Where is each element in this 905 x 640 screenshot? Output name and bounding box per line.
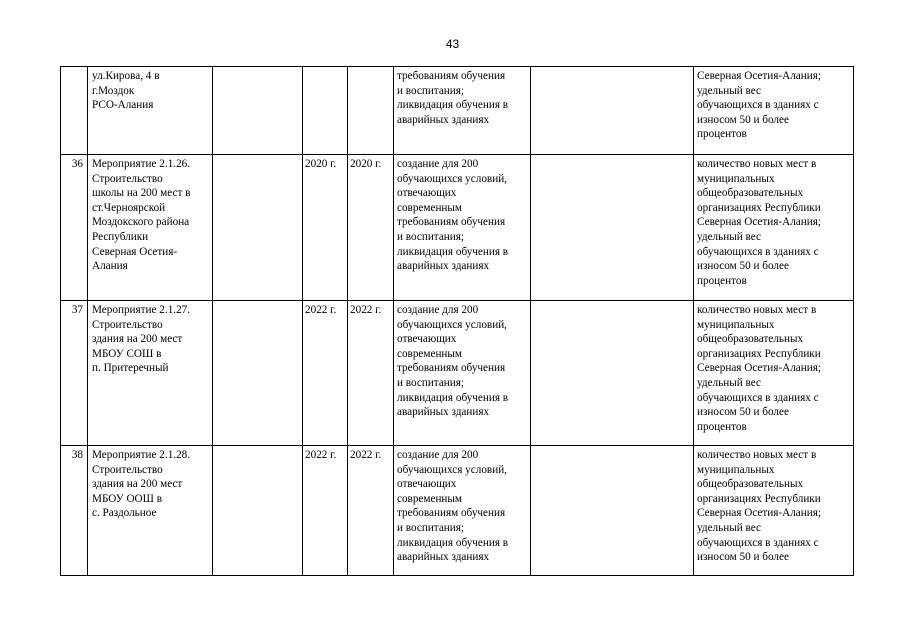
table-row (61, 301, 854, 446)
consequences-cell (531, 446, 694, 576)
consequences-cell (531, 67, 694, 155)
row-number: 38 (61, 446, 88, 576)
measure-name: Мероприятие 2.1.27. Строительство здания на 200 мест МБОУ СОШ в п. Притеречный (88, 301, 213, 446)
executor-cell (213, 155, 303, 301)
start-year (303, 67, 348, 155)
indicator-link: количество новых мест в муниципальных общеобразовательных организациях Республики Северная Осетия-Алания; удельный вес обучающихся в зданиях с износом 50 и более процентов (694, 301, 854, 446)
consequences-cell (531, 155, 694, 301)
row-number: 36 (61, 155, 88, 301)
expected-result: создание для 200 обучающихся условий, отвечающих современным требованиям обучения и воспитания; ликвидация обучения в аварийных зданиях (394, 155, 531, 301)
indicator-link: Северная Осетия-Алания; удельный вес обучающихся в зданиях с износом 50 и более процентов (694, 67, 854, 155)
end-year: 2022 г. (348, 301, 394, 446)
start-year: 2022 г. (303, 446, 348, 576)
end-year: 2022 г. (348, 446, 394, 576)
table-row (61, 446, 854, 576)
expected-result: требованиям обучения и воспитания; ликвидация обучения в аварийных зданиях (394, 67, 531, 155)
start-year: 2020 г. (303, 155, 348, 301)
end-year (348, 67, 394, 155)
row-number: 37 (61, 301, 88, 446)
executor-cell (213, 446, 303, 576)
end-year: 2020 г. (348, 155, 394, 301)
measure-name: ул.Кирова, 4 в г.Моздок РСО-Алания (88, 67, 213, 155)
expected-result: создание для 200 обучающихся условий, отвечающих современным требованиям обучения и воспитания; ликвидация обучения в аварийных зданиях (394, 301, 531, 446)
table-row (61, 67, 854, 155)
measure-name: Мероприятие 2.1.28. Строительство здания на 200 мест МБОУ ООШ в с. Раздольное (88, 446, 213, 576)
expected-result: создание для 200 обучающихся условий, отвечающих современным требованиям обучения и воспитания; ликвидация обучения в аварийных зданиях (394, 446, 531, 576)
page-number: 43 (445, 37, 460, 51)
start-year: 2022 г. (303, 301, 348, 446)
measure-name: Мероприятие 2.1.26. Строительство школы на 200 мест в ст.Черноярской Моздокского района Республики Северная Осетия- Алания (88, 155, 213, 301)
table-row (61, 155, 854, 301)
executor-cell (213, 301, 303, 446)
indicator-link: количество новых мест в муниципальных общеобразовательных организациях Республики Северная Осетия-Алания; удельный вес обучающихся в зданиях с износом 50 и более (694, 446, 854, 576)
executor-cell (213, 67, 303, 155)
indicator-link: количество новых мест в муниципальных общеобразовательных организациях Республики Северная Осетия-Алания; удельный вес обучающихся в зданиях с износом 50 и более процентов (694, 155, 854, 301)
measures-table (60, 66, 854, 576)
consequences-cell (531, 301, 694, 446)
row-number (61, 67, 88, 155)
